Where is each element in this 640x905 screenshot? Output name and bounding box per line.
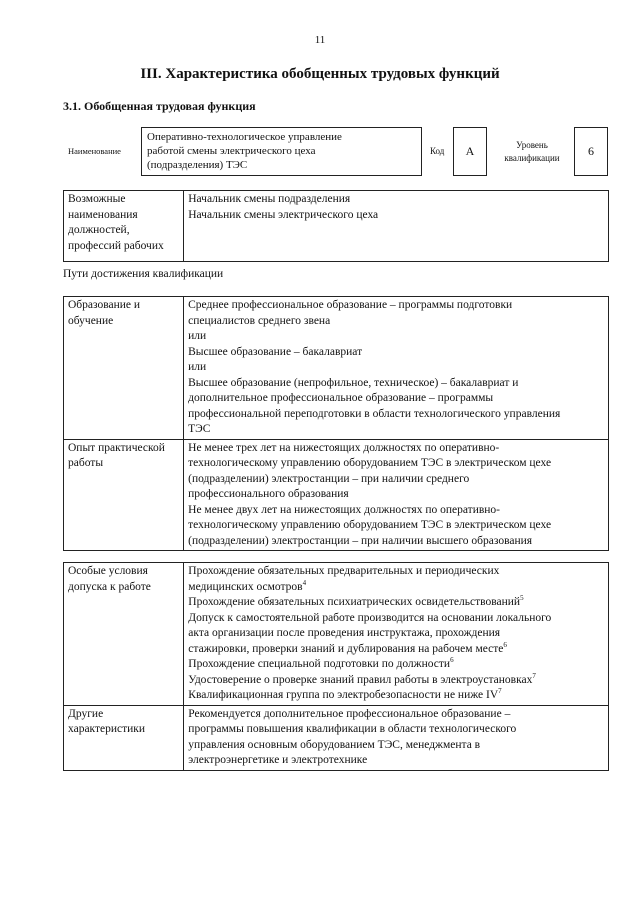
line-text: Удостоверение о проверке знаний правил работы в электроустановках — [188, 673, 533, 686]
cell-line: ТЭС — [188, 423, 211, 435]
cell-line: Среднее профессиональное образование – программы подготовки — [188, 299, 513, 311]
cell-line: (подразделении) электростанции – при наличии среднего — [188, 472, 470, 485]
section-title: III. Характеристика обобщенных трудовых функций — [140, 66, 500, 82]
footnote-ref: 6 — [503, 640, 507, 649]
cell-line: Начальник смены подразделения — [188, 193, 351, 205]
qualification-level-label — [500, 139, 564, 165]
function-name-line: работой смены электрического цеха — [147, 145, 316, 157]
table-row — [64, 563, 609, 706]
subsection-title: 3.1. Обобщенная трудовая функция — [63, 99, 256, 113]
footnote-ref: 6 — [450, 656, 454, 665]
table-row — [64, 439, 609, 551]
footnote-ref: 5 — [520, 594, 524, 603]
cell-line: Особые условия — [68, 565, 148, 577]
function-name-line: (подразделения) ТЭС — [147, 159, 248, 171]
cell-line: профессионального образования — [188, 488, 349, 500]
cell-line: Начальник смены электрического цеха — [188, 208, 379, 221]
code-value: A — [453, 127, 487, 176]
line-text: стажировки, проверки знаний и дублирования на рабочем месте — [188, 642, 504, 655]
function-name-label: Наименование — [68, 146, 121, 156]
other-value-cell — [184, 705, 609, 770]
education-value-cell — [184, 297, 609, 440]
education-experience-table — [63, 296, 609, 551]
line-text: Прохождение специальной подготовки по должности — [188, 658, 451, 670]
line-text: медицинских осмотров — [188, 580, 303, 593]
positions-table — [63, 190, 609, 262]
cell-line: профессий рабочих — [68, 239, 164, 252]
cell-line: Рекомендуется дополнительное профессиональное образование – — [188, 707, 511, 720]
cell-line: дополнительное профессиональное образование – программы — [188, 392, 494, 404]
cell-line — [188, 642, 604, 658]
cell-line: должностей, — [68, 224, 130, 236]
line-text: Прохождение обязательных предварительных и периодических — [188, 565, 500, 577]
line-text: Допуск к самостоятельной работе производится на основании локального — [188, 611, 552, 624]
line-text: Прохождение обязательных психиатрических освидетельствований — [188, 596, 521, 608]
code-label: Код — [430, 146, 445, 156]
cell-line: работы — [68, 457, 104, 469]
cell-line: Возможные — [68, 193, 126, 205]
qualification-level-label-line: Уровень — [516, 140, 548, 150]
cell-line: Не менее трех лет на нижестоящих должностях по оперативно- — [188, 441, 500, 454]
cell-line: допуска к работе — [68, 580, 151, 593]
page-number: 11 — [314, 34, 326, 46]
positions-label-cell — [64, 191, 184, 262]
footnote-ref: 7 — [498, 687, 502, 696]
table-row — [64, 191, 609, 262]
paths-heading: Пути достижения квалификации — [63, 268, 224, 280]
cell-line: или — [188, 361, 207, 373]
cell-line: Высшее образование – бакалавриат — [188, 345, 363, 358]
cell-line: наименования — [68, 208, 138, 221]
other-label-cell — [64, 705, 184, 770]
conditions-table — [63, 562, 609, 771]
cell-line: программы повышения квалификации в области технологического — [188, 723, 517, 735]
cell-line: или — [188, 330, 207, 342]
positions-value-cell — [184, 191, 609, 262]
qualification-level-label-line: квалификации — [504, 153, 560, 163]
special-conditions-label-cell — [64, 563, 184, 706]
line-text: акта организации после проведения инструктажа, прохождения — [188, 627, 501, 639]
cell-line: технологическому управлению оборудованием ТЭС в электрическом цехе — [188, 519, 552, 531]
cell-line: обучение — [68, 314, 114, 327]
footnote-ref: 4 — [302, 578, 307, 587]
experience-label-cell — [64, 439, 184, 551]
cell-line: Не менее двух лет на нижестоящих должностях по оперативно- — [188, 503, 501, 516]
cell-line — [188, 611, 604, 627]
cell-line — [188, 657, 604, 673]
line-text: Квалификационная группа по электробезопасности не ниже IV — [188, 689, 499, 701]
table-row — [64, 705, 609, 770]
cell-line — [188, 626, 604, 642]
cell-line: электроэнергетике и электротехнике — [188, 754, 368, 766]
cell-line — [188, 580, 604, 596]
cell-line: Образование и — [68, 299, 141, 311]
function-name-box — [141, 127, 422, 176]
footnote-ref: 7 — [532, 671, 536, 680]
cell-line: (подразделении) электростанции – при наличии высшего образования — [188, 534, 533, 547]
cell-line: технологическому управлению оборудованием ТЭС в электрическом цехе — [188, 457, 552, 469]
table-row — [64, 297, 609, 440]
cell-line — [188, 595, 604, 611]
cell-line: Высшее образование (непрофильное, техническое) – бакалавриат и — [188, 376, 519, 389]
cell-line: Другие — [68, 707, 104, 720]
experience-value-cell — [184, 439, 609, 551]
cell-line: характеристики — [68, 723, 146, 735]
special-conditions-value-cell — [184, 563, 609, 706]
function-name-line: Оперативно-технологическое управление — [147, 131, 342, 143]
qualification-level-value: 6 — [574, 127, 608, 176]
cell-line: управления основным оборудованием ТЭС, менеджмента в — [188, 738, 481, 751]
cell-line: специалистов среднего звена — [188, 314, 331, 327]
cell-line — [188, 564, 604, 580]
education-label-cell — [64, 297, 184, 440]
cell-line — [188, 673, 604, 689]
cell-line: Опыт практической — [68, 441, 165, 454]
cell-line: профессиональной переподготовки в области технологического управления — [188, 407, 561, 420]
cell-line — [188, 688, 604, 704]
